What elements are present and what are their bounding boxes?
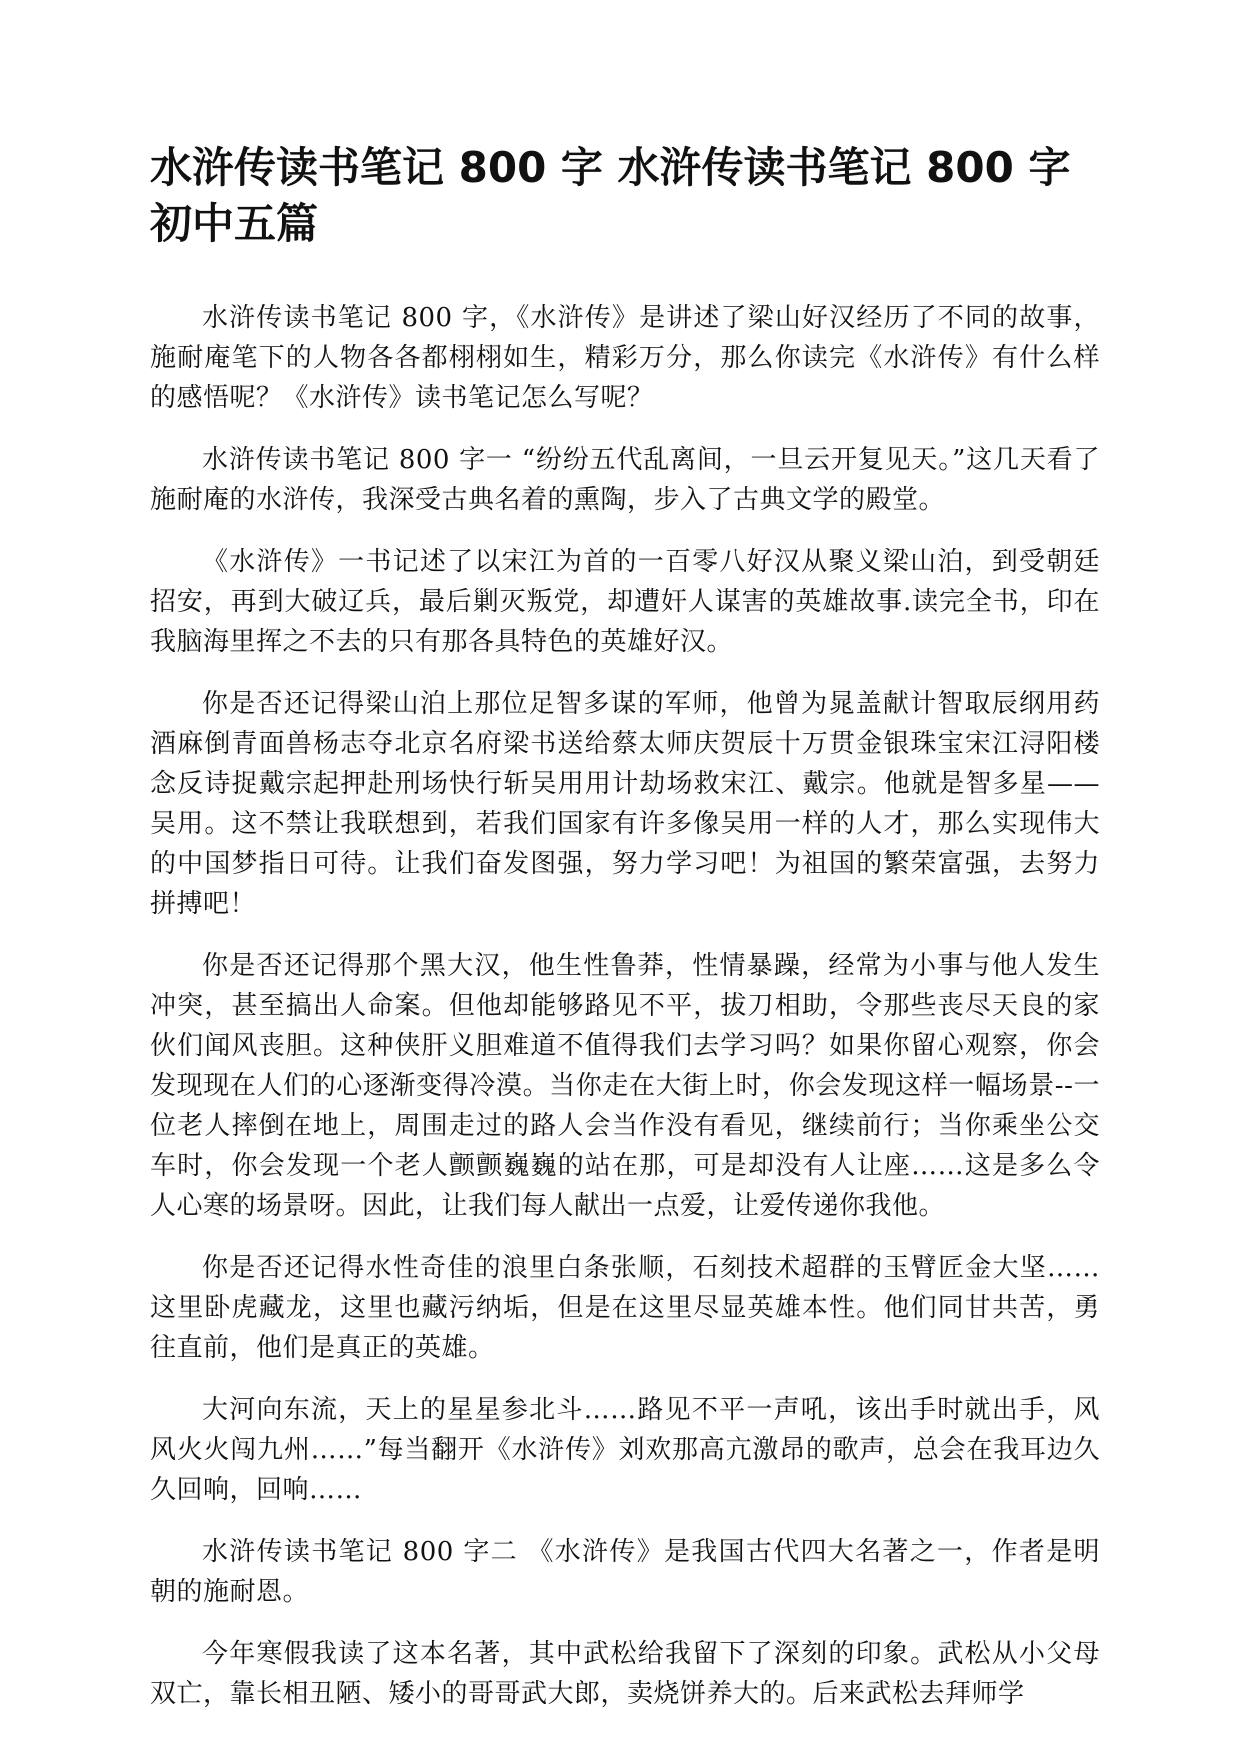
- document-page: [150, 140, 1100, 1736]
- paragraph-wu-song: 今年寒假我读了这本名著，其中武松给我留下了深刻的印象。武松从小父母双亡，靠长相丑陋、矮小的哥哥武大郎，卖烧饼养大的。后来武松去拜师学: [150, 1639, 1100, 1709]
- paragraph-intro: 水浒传读书笔记 800 字，《水浒传》是讲述了梁山好汉经历了不同的故事，施耐庵笔下的人物各各都栩栩如生，精彩万分，那么你读完《水浒传》有什么样的感悟呢？《水浒传》读书笔记怎么写呢？: [150, 303, 1100, 413]
- paragraph-essay-two-opening: 水浒传读书笔记 800 字二 《水浒传》是我国古代四大名著之一，作者是明朝的施耐恩。: [150, 1537, 1100, 1607]
- paragraph-wu-yong: 你是否还记得梁山泊上那位足智多谋的军师，他曾为晁盖献计智取辰纲用药酒麻倒青面兽杨志夺北京名府梁书送给蔡太师庆贺辰十万贯金银珠宝宋江浔阳楼念反诗捉戴宗起押赴刑场快行斩吴用用计劫场救宋江、戴宗。他就是智多星——吴用。这不禁让我联想到，若我们国家有许多像吴用一样的人才，那么实现伟大的中国梦指日可待。让我们奋发图强，努力学习吧！为祖国的繁荣富强，去努力拼搏吧！: [150, 689, 1100, 919]
- paragraph-essay-one-opening: 水浒传读书笔记 800 字一 “纷纷五代乱离间，一旦云开复见天。”这几天看了施耐庵的水浒传，我深受古典名着的熏陶，步入了古典文学的殿堂。: [150, 445, 1100, 515]
- paragraph-book-summary: 《水浒传》一书记述了以宋江为首的一百零八好汉从聚义梁山泊，到受朝廷招安，再到大破辽兵，最后剿灭叛党，却遭奸人谋害的英雄故事.读完全书，印在我脑海里挥之不去的只有那各具特色的英雄好汉。: [150, 547, 1100, 657]
- paragraph-zhang-shun: 你是否还记得水性奇佳的浪里白条张顺，石刻技术超群的玉臂匠金大坚……这里卧虎藏龙，这里也藏污纳垢，但是在这里尽显英雄本性。他们同甘共苦，勇往直前，他们是真正的英雄。: [150, 1253, 1100, 1363]
- paragraph-song-lyrics: 大河向东流，天上的星星参北斗……路见不平一声吼，该出手时就出手，风风火火闯九州……”每当翻开《水浒传》刘欢那高亢激昂的歌声，总会在我耳边久久回响，回响……: [150, 1395, 1100, 1505]
- paragraph-black-whirlwind: 你是否还记得那个黑大汉，他生性鲁莽，性情暴躁，经常为小事与他人发生冲突，甚至搞出人命案。但他却能够路见不平，拔刀相助，令那些丧尽天良的家伙们闻风丧胆。这种侠肝义胆难道不值得我们去学习吗？如果你留心观察，你会发现现在人们的心逐渐变得冷漠。当你走在大街上时，你会发现这样一幅场景--一位老人摔倒在地上，周围走过的路人会当作没有看见，继续前行；当你乘坐公交车时，你会发现一个老人颤颤巍巍的站在那，可是却没有人让座……这是多么令人心寒的场景呀。因此，让我们每人献出一点爱，让爱传递你我他。: [150, 951, 1100, 1221]
- document-title: 水浒传读书笔记 800 字 水浒传读书笔记 800 字初中五篇: [150, 143, 1071, 248]
